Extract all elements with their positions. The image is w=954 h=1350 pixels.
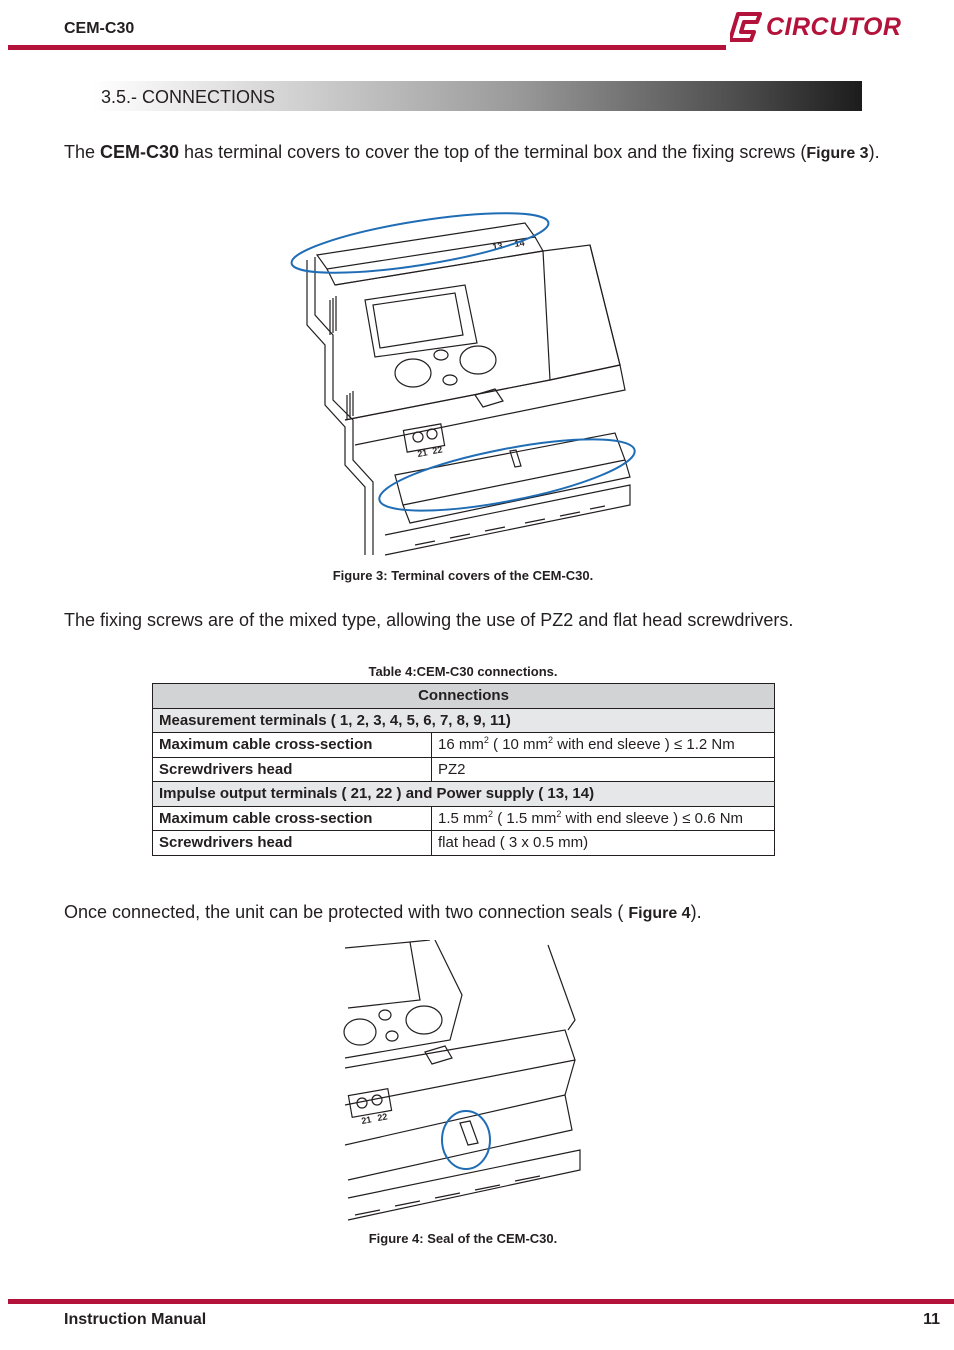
figure-3-caption: Figure 3: Terminal covers of the CEM-C30. bbox=[332, 568, 594, 583]
brand-name: CIRCUTOR bbox=[766, 13, 902, 41]
row-value: PZ2 bbox=[432, 757, 775, 782]
top-cover-highlight bbox=[288, 205, 552, 285]
footer-manual-title: Instruction Manual bbox=[64, 1311, 207, 1328]
terminal-label-22: 22 bbox=[376, 1111, 389, 1123]
intro-paragraph bbox=[64, 140, 884, 166]
page-number: 11 bbox=[923, 1311, 940, 1328]
table-row bbox=[153, 806, 775, 831]
row-label: Maximum cable cross-section bbox=[153, 733, 432, 758]
table-header: Connections bbox=[153, 684, 775, 709]
impulse-output-terminals-group: Impulse output terminals ( 21, 22 ) and Power supply ( 13, 14) bbox=[153, 782, 775, 807]
figure-4-caption: Figure 4: Seal of the CEM-C30. bbox=[368, 1231, 558, 1246]
figure-4-reference[interactable]: Figure 4 bbox=[628, 905, 691, 922]
header-rule bbox=[8, 45, 726, 50]
screws-paragraph: The fixing screws are of the mixed type, allowing the use of PZ2 and flat head screwdrivers. bbox=[64, 610, 794, 630]
connections-table bbox=[152, 683, 775, 856]
table-header-row bbox=[153, 684, 775, 709]
seal-text-1: Once connected, the unit can be protected with two connection seals ( bbox=[64, 902, 629, 922]
product-name: CEM-C30 bbox=[100, 142, 180, 162]
circutor-logo-mark bbox=[730, 8, 764, 46]
row-label: Screwdrivers head bbox=[153, 757, 432, 782]
row-label: Maximum cable cross-section bbox=[153, 806, 432, 831]
terminal-label-21: 21 bbox=[360, 1114, 373, 1126]
circutor-logo bbox=[730, 8, 910, 46]
footer-rule bbox=[8, 1299, 954, 1304]
figure-3-reference[interactable]: Figure 3 bbox=[806, 145, 869, 162]
table-row bbox=[153, 831, 775, 856]
document-code: CEM-C30 bbox=[64, 20, 135, 37]
intro-text-2: has terminal covers to cover the top of the terminal box and the fixing screws ( bbox=[179, 142, 807, 162]
terminal-label-21: 21 bbox=[416, 447, 429, 459]
figure-4-drawing bbox=[340, 940, 585, 1225]
figure-3-drawing bbox=[285, 205, 645, 560]
row-value: flat head ( 3 x 0.5 mm) bbox=[432, 831, 775, 856]
row-value: 16 $mm^2$ ( 10 $mm^2$ with end sleeve ) ≤ 1.2 Nm bbox=[432, 733, 775, 758]
terminal-label-22: 22 bbox=[431, 444, 444, 456]
measurement-terminals-group: Measurement terminals ( 1, 2, 3, 4, 5, 6, 7, 8, 9, 11) bbox=[153, 708, 775, 733]
table-row bbox=[153, 757, 775, 782]
terminal-label-13: 13 bbox=[491, 240, 504, 252]
table-row bbox=[153, 733, 775, 758]
terminal-label-14: 14 bbox=[513, 237, 526, 249]
seal-paragraph bbox=[64, 900, 884, 926]
row-label: Screwdrivers head bbox=[153, 831, 432, 856]
table-group-row bbox=[153, 708, 775, 733]
intro-text-3: ). bbox=[868, 142, 880, 162]
table-group-row bbox=[153, 782, 775, 807]
row-value: 1.5 $mm^2$ ( 1.5 $mm^2$ with end sleeve ) ≤ 0.6 Nm bbox=[432, 806, 775, 831]
intro-text-1: The bbox=[64, 142, 101, 162]
table-caption: Table 4:CEM-C30 connections. bbox=[368, 664, 558, 679]
seal-text-2: ). bbox=[690, 902, 702, 922]
section-title: 3.5.- CONNECTIONS bbox=[101, 87, 276, 107]
